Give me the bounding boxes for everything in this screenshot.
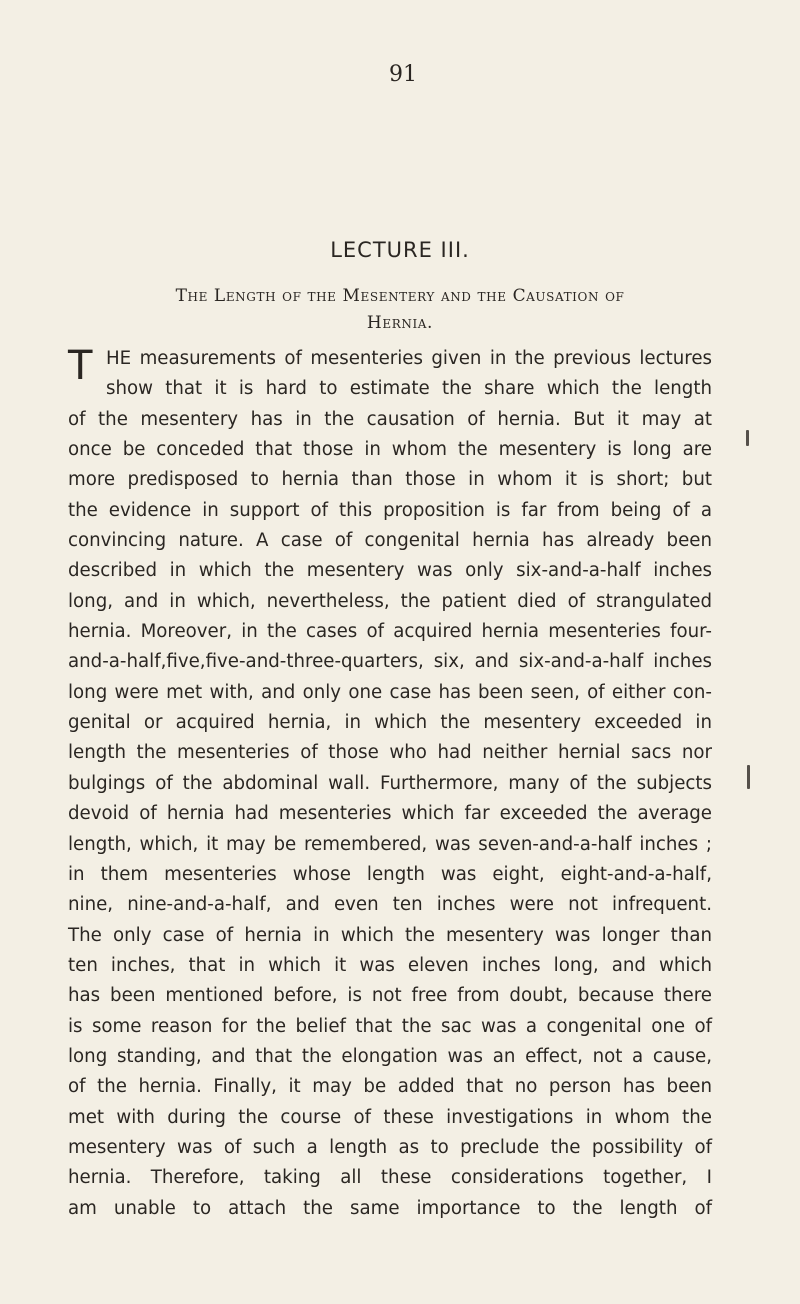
- text-line: The only case of hernia in which the mesentery was longer than: [68, 924, 712, 946]
- text-line: and-a-half,five,five-and-three-quarters, six, and six-and-a-half inches: [68, 651, 712, 673]
- text-line: HE measurements of mesenteries given in the previous lectures: [106, 348, 712, 369]
- text-line: length the mesenteries of those who had neither hernial sacs nor: [68, 742, 712, 764]
- text-line: bulgings of the abdominal wall. Furthermore, many of the subjects: [68, 772, 712, 794]
- text-line: long standing, and that the elongation was an effect, not a cause,: [68, 1045, 712, 1067]
- text-line: of the hernia. Finally, it may be added that no person has been: [68, 1076, 712, 1098]
- text-line: has been mentioned before, is not free from doubt, because there: [68, 985, 712, 1007]
- subtitle-line: Hernia.: [366, 313, 434, 333]
- margin-mark: [747, 765, 750, 789]
- lecture-title: LECTURE III.: [330, 238, 470, 262]
- text-line: mesentery was of such a length as to preclude the possibility of: [68, 1136, 712, 1158]
- text-line: genital or acquired hernia, in which the mesentery exceeded in: [68, 712, 712, 734]
- text-line: is some reason for the belief that the sac was a congenital one of: [68, 1015, 712, 1037]
- text-line: long were met with, and only one case has been seen, of either con-: [68, 681, 712, 703]
- text-line: once be conceded that those in whom the mesentery is long are: [68, 439, 712, 461]
- text-line: hernia. Moreover, in the cases of acquired hernia mesenteries four-: [68, 621, 712, 643]
- margin-mark: [746, 430, 749, 446]
- text-line: show that it is hard to estimate the share which the length: [106, 378, 712, 400]
- text-line: hernia. Therefore, taking all these considerations together, I: [68, 1167, 712, 1189]
- body-text: [68, 344, 712, 1224]
- page-number: 91: [389, 62, 417, 87]
- text-line: devoid of hernia had mesenteries which far exceeded the average: [68, 803, 712, 825]
- subtitle-line: The Length of the Mesentery and the Causation of: [175, 286, 625, 306]
- text-line: in them mesenteries whose length was eight, eight-and-a-half,: [68, 863, 712, 885]
- text-line: met with during the course of these investigations in whom the: [68, 1106, 712, 1128]
- text-line: convincing nature. A case of congenital hernia has already been: [68, 530, 712, 552]
- text-line: length, which, it may be remembered, was seven-and-a-half inches ;: [68, 833, 712, 855]
- text-line: described in which the mesentery was only six-and-a-half inches: [68, 560, 712, 582]
- text-line: of the mesentery has in the causation of hernia. But it may at: [68, 408, 712, 430]
- text-line: more predisposed to hernia than those in whom it is short; but: [68, 469, 712, 491]
- text-line: the evidence in support of this proposition is far from being of a: [68, 499, 712, 521]
- text-line: long, and in which, nevertheless, the patient died of strangulated: [68, 590, 712, 612]
- text-line: am unable to attach the same importance to the length of: [68, 1197, 712, 1219]
- text-line: nine, nine-and-a-half, and even ten inches were not infrequent.: [68, 894, 712, 916]
- text-line: ten inches, that in which it was eleven inches long, and which: [68, 954, 712, 976]
- drop-cap: T: [68, 343, 93, 389]
- lecture-subtitle: [70, 283, 730, 337]
